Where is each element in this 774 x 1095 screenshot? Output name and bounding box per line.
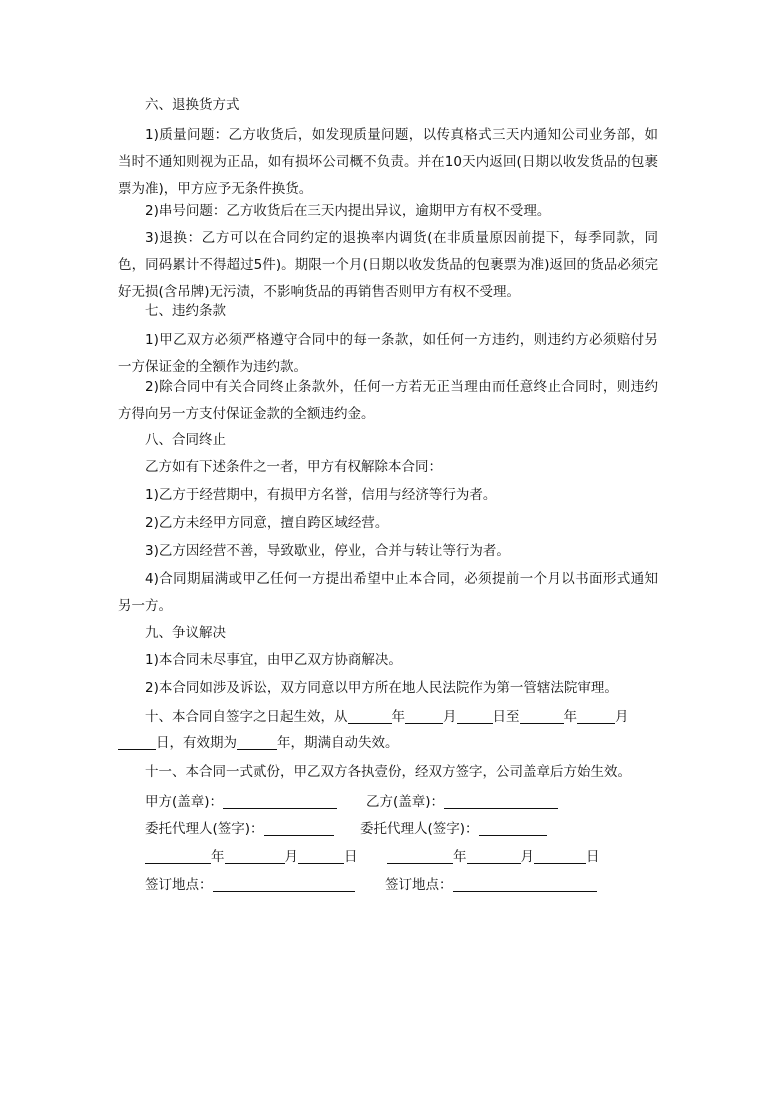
end-day-blank[interactable] (118, 733, 156, 750)
section-8-intro: 乙方如有下述条件之一者，甲方有权解除本合同： (145, 459, 442, 475)
place-a-row (145, 872, 355, 899)
date-b-year-blank[interactable] (387, 847, 453, 864)
section-8-item-2: 2)乙方未经甲方同意，擅自跨区域经营。 (145, 515, 389, 531)
start-month-blank[interactable] (405, 707, 443, 724)
date-b-month-blank[interactable] (467, 847, 521, 864)
agent-a-label: 委托代理人(签字)： (145, 821, 264, 837)
start-month-label: 月 (443, 709, 457, 725)
date-a-year-label: 年 (211, 849, 225, 865)
section-6-item-3: 3)退换：乙方可以在合同约定的退换率内调货(在非质量原因前提下，每季同款，同色，同码累计不得超过5件)。期限一个月(日期以收发货品的包裹票为准)返回的货品必须完好无损(含吊牌)无污渍，不影响货品的再销售否则甲方有权不受理。 (118, 230, 658, 300)
date-b-year-label: 年 (453, 849, 467, 865)
date-b-day-label: 日 (586, 849, 600, 865)
section-8-item-4: 4)合同期届满或甲乙任何一方提出希望中止本合同，必须提前一个月以书面形式通知另一方。 (118, 571, 658, 614)
place-b-blank[interactable] (453, 875, 597, 892)
place-b-row (385, 872, 597, 899)
party-b-seal-row (366, 789, 558, 816)
agent-b-row (360, 816, 547, 843)
date-b-month-label: 月 (520, 849, 534, 865)
end-year-label: 年 (563, 709, 577, 725)
start-day-to-label: 日至 (492, 709, 520, 725)
party-a-seal-blank[interactable] (223, 792, 337, 809)
section-7-item-1: 1)甲乙双方必须严格遵守合同中的每一条款，如任何一方违约，则违约方必须赔付另一方保证金的全额作为违约款。 (118, 332, 658, 375)
section-10-text-a: 十、本合同自签字之日起生效，从 (145, 709, 348, 725)
section-7-item-2: 2)除合同中有关合同终止条款外，任何一方若无正当理由而任意终止合同时，则违约方得向另一方支付保证金款的全额违约金。 (118, 379, 658, 422)
section-10-text-c: 年，期满自动失效。 (277, 735, 399, 751)
section-10-text-b: 日，有效期为 (156, 735, 237, 751)
place-b-label: 签订地点： (385, 877, 453, 893)
date-b-row (387, 844, 600, 871)
date-a-month-blank[interactable] (225, 847, 285, 864)
section-9-item-1: 1)本合同未尽事宜，由甲乙双方协商解决。 (145, 652, 402, 668)
end-month-label: 月 (615, 709, 629, 725)
section-8-title: 八、合同终止 (145, 432, 226, 448)
start-year-blank[interactable] (348, 707, 392, 724)
section-7-title: 七、违约条款 (145, 303, 226, 319)
section-6-item-1: 1)质量问题：乙方收货后，如发现质量问题，以传真格式三天内通知公司业务部，如当时不通知则视为正品，如有损坏公司概不负责。并在10天内返回(日期以收发货品的包裹票为准)，甲方应予无条件换货。 (118, 127, 658, 197)
section-8-item-1: 1)乙方于经营期中，有损甲方名誉，信用与经济等行为者。 (145, 487, 497, 503)
section-10-line-2 (118, 730, 399, 757)
party-a-seal-row (145, 789, 337, 816)
place-a-blank[interactable] (213, 875, 355, 892)
date-a-day-blank[interactable] (298, 847, 344, 864)
agent-a-blank[interactable] (264, 819, 334, 836)
agent-b-label: 委托代理人(签字)： (360, 821, 479, 837)
end-year-blank[interactable] (520, 707, 564, 724)
date-a-year-blank[interactable] (145, 847, 211, 864)
agent-a-row (145, 816, 334, 843)
start-day-blank[interactable] (457, 707, 493, 724)
section-6-item-2: 2)串号问题：乙方收货后在三天内提出异议，逾期甲方有权不受理。 (145, 203, 551, 219)
date-a-row (145, 844, 358, 871)
date-a-month-label: 月 (284, 849, 298, 865)
section-10-line-1 (145, 704, 629, 731)
agent-b-blank[interactable] (479, 819, 547, 836)
section-6-title: 六、退换货方式 (145, 97, 240, 113)
date-a-day-label: 日 (344, 849, 358, 865)
start-year-label: 年 (391, 709, 405, 725)
party-a-seal-label: 甲方(盖章)： (145, 794, 224, 810)
section-11: 十一、本合同一式贰份，甲乙双方各执壹份，经双方签字，公司盖章后方始生效。 (145, 764, 631, 780)
place-a-label: 签订地点： (145, 877, 213, 893)
party-b-seal-label: 乙方(盖章)： (366, 794, 445, 810)
validity-years-blank[interactable] (237, 733, 277, 750)
end-month-blank[interactable] (577, 707, 615, 724)
section-9-item-2: 2)本合同如涉及诉讼，双方同意以甲方所在地人民法院作为第一管辖法院审理。 (145, 680, 618, 696)
party-b-seal-blank[interactable] (444, 792, 558, 809)
section-8-item-3: 3)乙方因经营不善，导致歇业，停业，合并与转让等行为者。 (145, 543, 510, 559)
section-9-title: 九、争议解决 (145, 625, 226, 641)
date-b-day-blank[interactable] (534, 847, 586, 864)
